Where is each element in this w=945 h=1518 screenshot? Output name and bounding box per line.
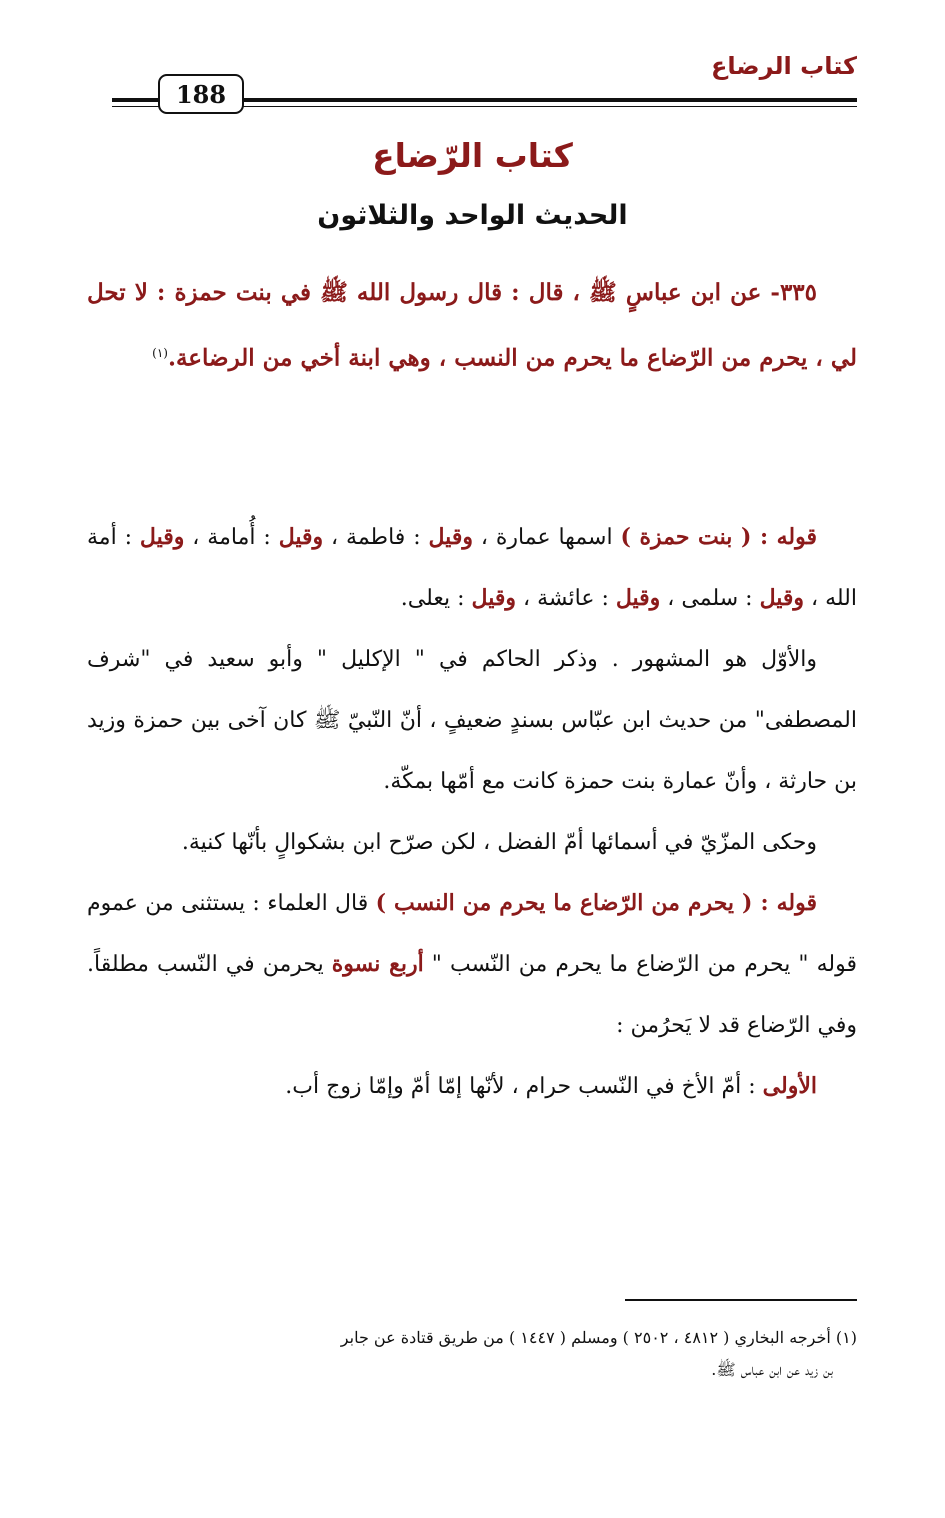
text-run: : فاطمة ،: [323, 525, 429, 550]
text-run: : أمة الله ،: [87, 525, 857, 611]
keyword: الأولى: [762, 1073, 817, 1099]
text-run: اسمها عمارة ،: [472, 525, 621, 550]
commentary-paragraph-1: [87, 507, 857, 629]
commentary-paragraph-2: والأوّل هو المشهور . وذكر الحاكم في " الإكليل " وأبو سعيد في "شرف المصطفى" من حديث ابن عبّاس بسندٍ ضعيفٍ ، أنّ النّبيّ ﷺ كان آخى بين حمزة وزيد بن حارثة ، وأنّ عمارة بنت حمزة كانت مع أمّها بمكّة.: [87, 647, 857, 794]
keyword: وقيل: [428, 524, 473, 550]
hadith-body: ٣٣٥- عن ابن عباسٍ ﷺ ، قال : قال رسول الله ﷺ في بنت حمزة : لا تحل لي ، يحرم من الرّضاع ما يحرم من النسب ، وهي ابنة أخي من الرضاعة.: [87, 279, 857, 372]
keyword: أربع نسوة: [331, 951, 424, 977]
keyword: وقيل: [615, 585, 661, 611]
running-title: كتاب الرضاع: [710, 52, 857, 80]
keyword: وقيل: [139, 524, 185, 550]
text-run: : سلمى ،: [660, 586, 760, 611]
keyword: وقيل: [278, 524, 324, 550]
page-number: 188: [158, 74, 244, 114]
text-run: : أمّ الأخ في النّسب حرام ، لأنّها إمّا أمّ وإمّا زوج أب.: [285, 1074, 763, 1099]
hadith-text: [87, 262, 857, 389]
footnote-line-1: (١) أخرجه البخاري ( ٤٨١٢ ، ٢٥٠٢ ) ومسلم ( ١٤٤٧ ) من طريق قتادة عن جابر: [340, 1328, 857, 1347]
keyword: قوله : ( يحرم من الرّضاع ما يحرم من النسب ): [375, 890, 817, 916]
keyword: وقيل: [759, 585, 805, 611]
commentary-paragraph-5: [87, 1056, 857, 1117]
chapter-title: كتاب الرّضاع: [372, 136, 573, 175]
text-run: : يعلى.: [400, 586, 472, 611]
text-run: : عائشة ،: [515, 586, 616, 611]
keyword: قوله : ( بنت حمزة ): [620, 524, 818, 550]
hadith-heading: الحديث الواحد والثلاثون: [317, 200, 628, 231]
keyword: وقيل: [471, 585, 516, 611]
text-run: يحرمن في النّسب مطلقاً. وفي الرّضاع قد لا يَحرُمن :: [87, 952, 857, 1038]
commentary: [87, 507, 857, 1117]
footnote-marker: (١): [152, 346, 168, 360]
footnote-separator: [625, 1299, 857, 1301]
footnote: [87, 1322, 857, 1386]
commentary-paragraph-4: [87, 873, 857, 1056]
text-run: قال العلماء : يستثنى من عموم قوله " يحرم من الرّضاع ما يحرم من النّسب ": [87, 891, 857, 977]
text-run: : أُمامة ،: [184, 525, 279, 550]
footnote-line-2: بن زيد عن ابن عباس ﷺ.: [711, 1360, 833, 1379]
commentary-paragraph-3: وحكى المزّيّ في أسمائها أمّ الفضل ، لكن صرّح ابن بشكوالٍ بأنّها كنية.: [181, 830, 817, 855]
